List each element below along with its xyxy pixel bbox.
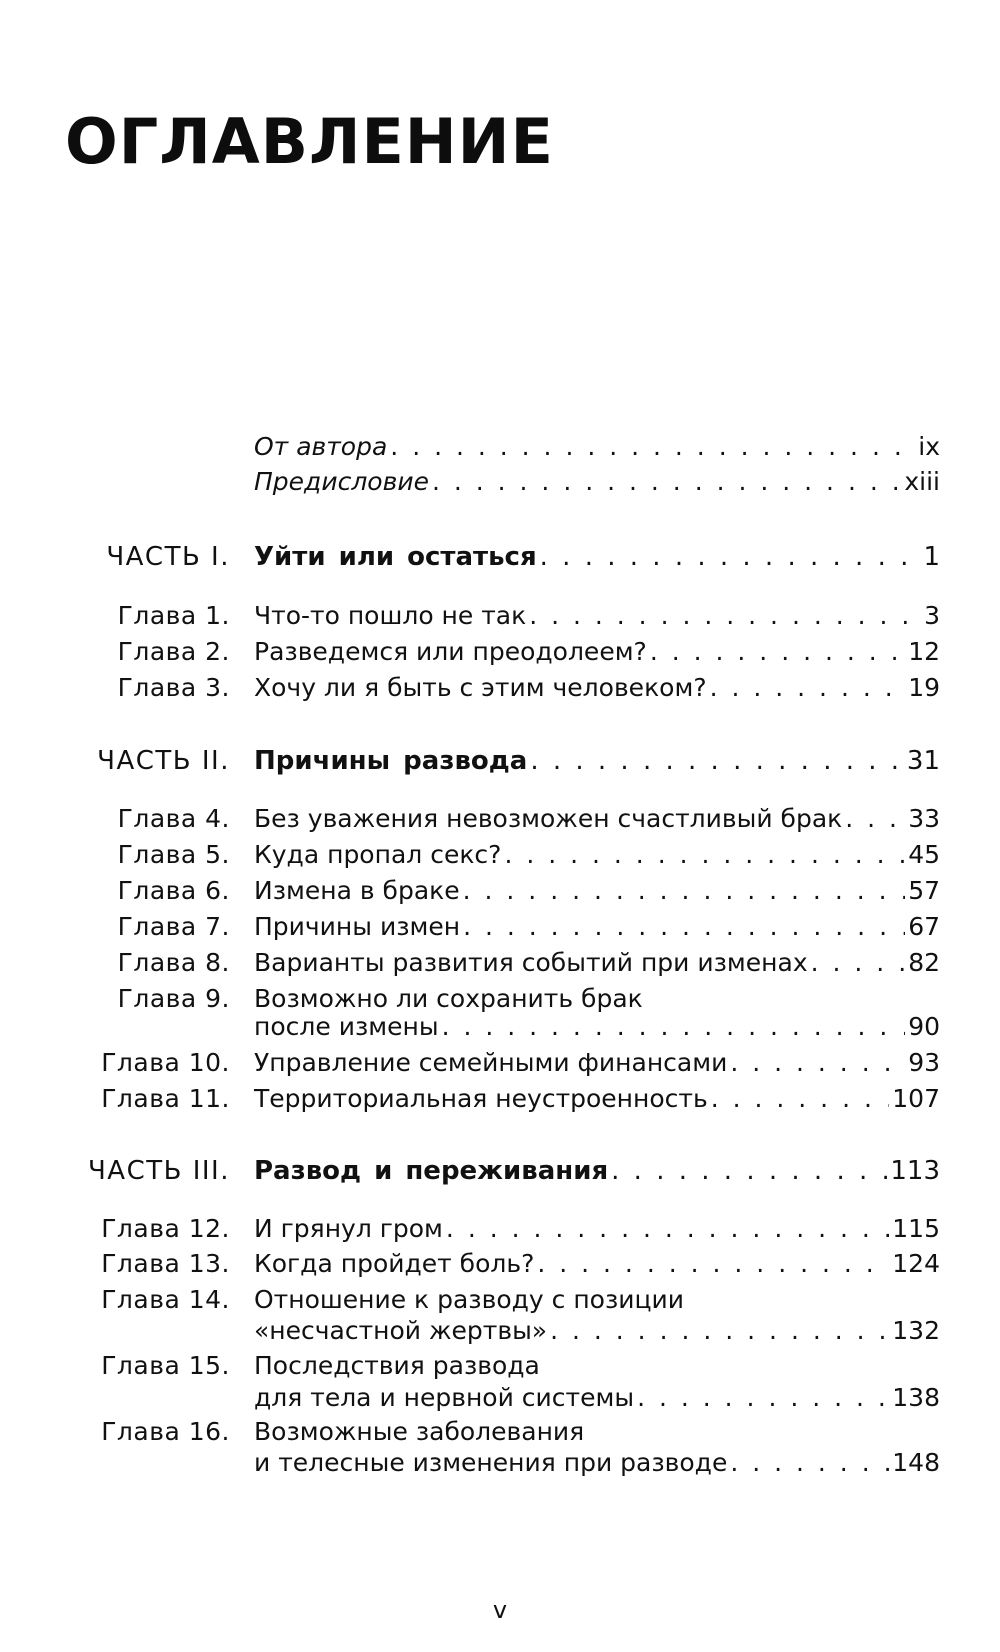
chapter-title: Управление семейными финансами (254, 1048, 728, 1077)
chapter-label: Глава 5. (117, 840, 230, 869)
toc-part-2[interactable] (0, 741, 1000, 781)
toc-entry-preface[interactable] (0, 462, 1000, 502)
toc-chapter-14-cont[interactable] (0, 1311, 1000, 1351)
chapter-page: 3 (924, 601, 940, 630)
chapter-title: Варианты развития событий при изменах (254, 948, 808, 977)
chapter-title: Измена в браке (254, 876, 460, 905)
part-page: 1 (923, 542, 940, 572)
toc-entry-page: xiii (904, 467, 940, 496)
chapter-page: 33 (908, 804, 940, 833)
dot-leader (504, 835, 905, 875)
dot-leader (811, 943, 906, 983)
chapter-title: Разведемся или преодолеем? (254, 637, 647, 666)
chapter-page: 115 (892, 1214, 940, 1243)
part-title: Развод и переживания (254, 1156, 609, 1186)
toc-chapter-11[interactable] (0, 1079, 1000, 1119)
chapter-title: Куда пропал секс? (254, 840, 502, 869)
dot-leader (730, 1443, 889, 1483)
chapter-title: И грянул гром (254, 1214, 443, 1243)
part-label: ЧАСТЬ I. (106, 542, 230, 572)
chapter-label: Глава 9. (117, 984, 230, 1013)
chapter-title: Отношение к разводу с позиции (254, 1285, 685, 1314)
toc-chapter-12[interactable] (0, 1209, 1000, 1249)
chapter-title: Территориальная неустроенность (254, 1084, 708, 1113)
chapter-label: Глава 8. (117, 948, 230, 977)
dot-leader (390, 427, 915, 467)
chapter-title-cont: и телесные изменения при разводе (254, 1448, 728, 1477)
chapter-page: 67 (908, 912, 940, 941)
dot-leader (710, 668, 906, 708)
chapter-label: Глава 6. (117, 876, 230, 905)
chapter-page: 82 (908, 948, 940, 977)
chapter-page: 132 (892, 1316, 940, 1345)
toc-part-3[interactable] (0, 1151, 1000, 1191)
chapter-label: Глава 13. (101, 1249, 230, 1278)
chapter-label: Глава 7. (117, 912, 230, 941)
dot-leader (711, 1079, 890, 1119)
dot-leader (650, 632, 905, 672)
dot-leader (611, 1151, 887, 1191)
chapter-page: 12 (908, 637, 940, 666)
toc-entry-title: От автора (254, 432, 388, 461)
dot-leader (463, 907, 905, 947)
chapter-label: Глава 16. (101, 1417, 230, 1446)
chapter-page: 148 (892, 1448, 940, 1477)
chapter-title: Хочу ли я быть с этим человеком? (254, 673, 707, 702)
dot-leader (845, 799, 905, 839)
chapter-page: 45 (908, 840, 940, 869)
part-label: ЧАСТЬ III. (87, 1156, 230, 1186)
toc-chapter-4[interactable] (0, 799, 1000, 839)
chapter-label: Глава 2. (117, 637, 230, 666)
chapter-title-cont: после измены (254, 1012, 439, 1041)
toc-chapter-9-cont[interactable] (0, 1007, 1000, 1047)
page-title: ОГЛАВЛЕНИЕ (65, 105, 554, 178)
chapter-label: Глава 10. (101, 1048, 230, 1077)
chapter-title: Без уважения невозможен счастливый брак (254, 804, 843, 833)
chapter-label: Глава 15. (101, 1351, 230, 1380)
toc-part-1[interactable] (0, 537, 1000, 577)
page-number: v (492, 1596, 508, 1624)
toc-chapter-16-cont[interactable] (0, 1443, 1000, 1483)
chapter-page: 57 (908, 876, 940, 905)
part-title: Причины развода (254, 746, 528, 776)
dot-leader (442, 1007, 906, 1047)
toc-chapter-7[interactable] (0, 907, 1000, 947)
dot-leader (730, 1043, 905, 1083)
chapter-page: 138 (892, 1383, 940, 1412)
toc-chapter-10[interactable] (0, 1043, 1000, 1083)
toc-chapter-6[interactable] (0, 871, 1000, 911)
dot-leader (432, 462, 901, 502)
chapter-label: Глава 1. (117, 601, 230, 630)
part-label: ЧАСТЬ II. (97, 746, 230, 776)
chapter-title: Возможно ли сохранить брак (254, 984, 643, 1013)
chapter-page: 19 (908, 673, 940, 702)
toc-entry-author-note[interactable] (0, 427, 1000, 467)
chapter-title: Когда пройдет боль? (254, 1249, 535, 1278)
chapter-page: 124 (892, 1249, 940, 1278)
toc-chapter-5[interactable] (0, 835, 1000, 875)
chapter-label: Глава 4. (117, 804, 230, 833)
chapter-title: Возможные заболевания (254, 1417, 585, 1446)
chapter-title: Последствия развода (254, 1351, 540, 1380)
dot-leader (529, 596, 921, 636)
part-title: Уйти или остаться (254, 542, 537, 572)
part-page: 113 (890, 1156, 940, 1186)
chapter-title-cont: для тела и нервной системы (254, 1383, 635, 1412)
toc-chapter-8[interactable] (0, 943, 1000, 983)
toc-entry-page: ix (918, 432, 940, 461)
chapter-label: Глава 14. (101, 1285, 230, 1314)
chapter-title-cont: «несчастной жертвы» (254, 1316, 548, 1345)
toc-chapter-2[interactable] (0, 632, 1000, 672)
dot-leader (463, 871, 906, 911)
dot-leader (446, 1209, 889, 1249)
chapter-label: Глава 11. (101, 1084, 230, 1113)
chapter-page: 90 (908, 1012, 940, 1041)
dot-leader (530, 741, 904, 781)
chapter-page: 107 (892, 1084, 940, 1113)
part-page: 31 (906, 746, 940, 776)
dot-leader (550, 1311, 889, 1351)
dot-leader (537, 1244, 889, 1284)
chapter-title: Что-то пошло не так (254, 601, 527, 630)
toc-chapter-1[interactable] (0, 596, 1000, 636)
toc-chapter-3[interactable] (0, 668, 1000, 708)
chapter-title: Причины измен (254, 912, 461, 941)
chapter-label: Глава 12. (101, 1214, 230, 1243)
toc-chapter-13[interactable] (0, 1244, 1000, 1284)
chapter-page: 93 (908, 1048, 940, 1077)
toc-entry-title: Предисловие (254, 467, 429, 496)
dot-leader (540, 537, 921, 577)
chapter-label: Глава 3. (117, 673, 230, 702)
